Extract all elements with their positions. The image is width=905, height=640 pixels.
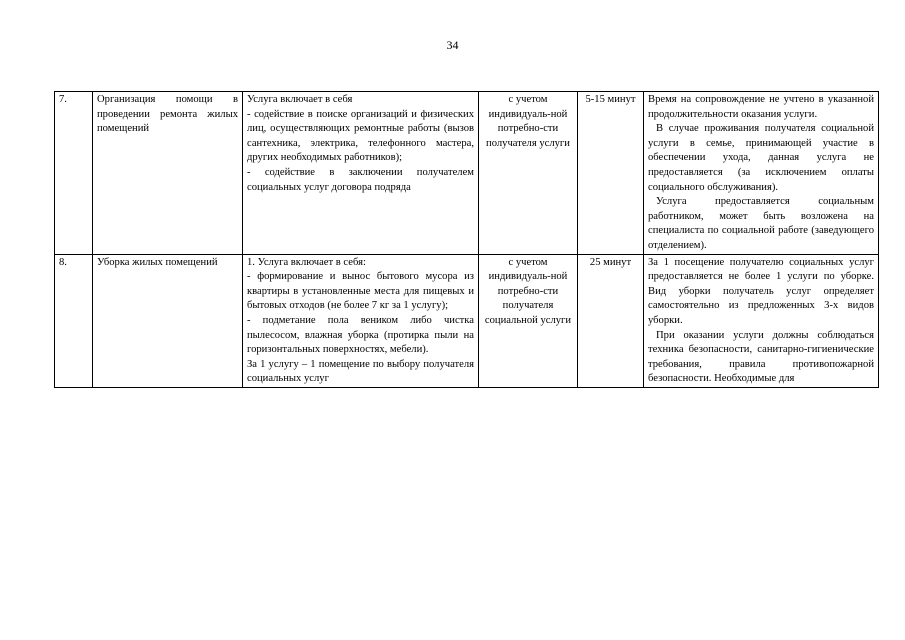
note-paragraph: Время на сопровождение не учтено в указанной продолжительности оказания услуги. bbox=[648, 94, 874, 120]
row-number: 8. bbox=[55, 254, 93, 387]
content-line: - формирование и вынос бытового мусора из квартиры в установленные места для пищевых и бытовых отходов (не более 7 кг за 1 услугу); bbox=[247, 271, 474, 312]
note-paragraph: Услуга предоставляется социальным работником, может быть возложена на специалиста по социальной работе (заведующего отделением). bbox=[648, 196, 874, 251]
service-name: Организация помощи в проведении ремонта жилых помещений bbox=[93, 92, 243, 255]
content-line: Услуга включает в себя bbox=[247, 94, 353, 105]
service-time: 25 минут bbox=[578, 254, 644, 387]
table-row bbox=[55, 254, 879, 387]
service-name: Уборка жилых помещений bbox=[93, 254, 243, 387]
table-row bbox=[55, 92, 879, 255]
service-volume: с учетом индивидуаль-ной потребно-сти получателя социальной услуги bbox=[479, 254, 578, 387]
content-line: - содействие в заключении получателем социальных услуг договора подряда bbox=[247, 166, 474, 193]
content-line: - подметание пола веником либо чистка пылесосом, влажная уборка (протирка пыли на горизонтальных поверхностях, мебели). bbox=[247, 314, 474, 356]
note-paragraph: При оказании услуги должны соблюдаться техника безопасности, санитарно-гигиенические требования, правила противопожарной безопасности. Необходимые для bbox=[648, 329, 874, 385]
row-number: 7. bbox=[55, 92, 93, 255]
service-notes bbox=[644, 92, 879, 255]
service-notes bbox=[644, 254, 879, 387]
content-line: 1. Услуга включает в себя: bbox=[247, 256, 366, 268]
service-content bbox=[243, 92, 479, 255]
note-paragraph: В случае проживания получателя социальной услуги в семье, принимающей участие в обеспечении ухода, данная услуга не предоставляется (за исключением оплаты социального обслуживания). bbox=[648, 123, 874, 193]
services-table bbox=[54, 91, 879, 388]
page-number: 34 bbox=[446, 38, 459, 52]
content-line: - содействие в поиске организаций и физических лиц, осуществляющих ремонтные работы (вызов сантехника, электрика, телефонного мастера, других необходимых работников); bbox=[247, 108, 474, 164]
service-content bbox=[243, 254, 479, 387]
note-paragraph: За 1 посещение получателю социальных услуг предоставляется не более 1 услуги по уборке. Вид уборки получатель услуг определяет самостоятельно из предложенных 3-х видов уборки. bbox=[648, 256, 874, 326]
content-line: За 1 услугу – 1 помещение по выбору получателя социальных услуг bbox=[247, 358, 474, 385]
service-volume: с учетом индивидуаль-ной потребно-сти получателя услуги bbox=[479, 92, 578, 255]
service-time: 5-15 минут bbox=[578, 92, 644, 255]
